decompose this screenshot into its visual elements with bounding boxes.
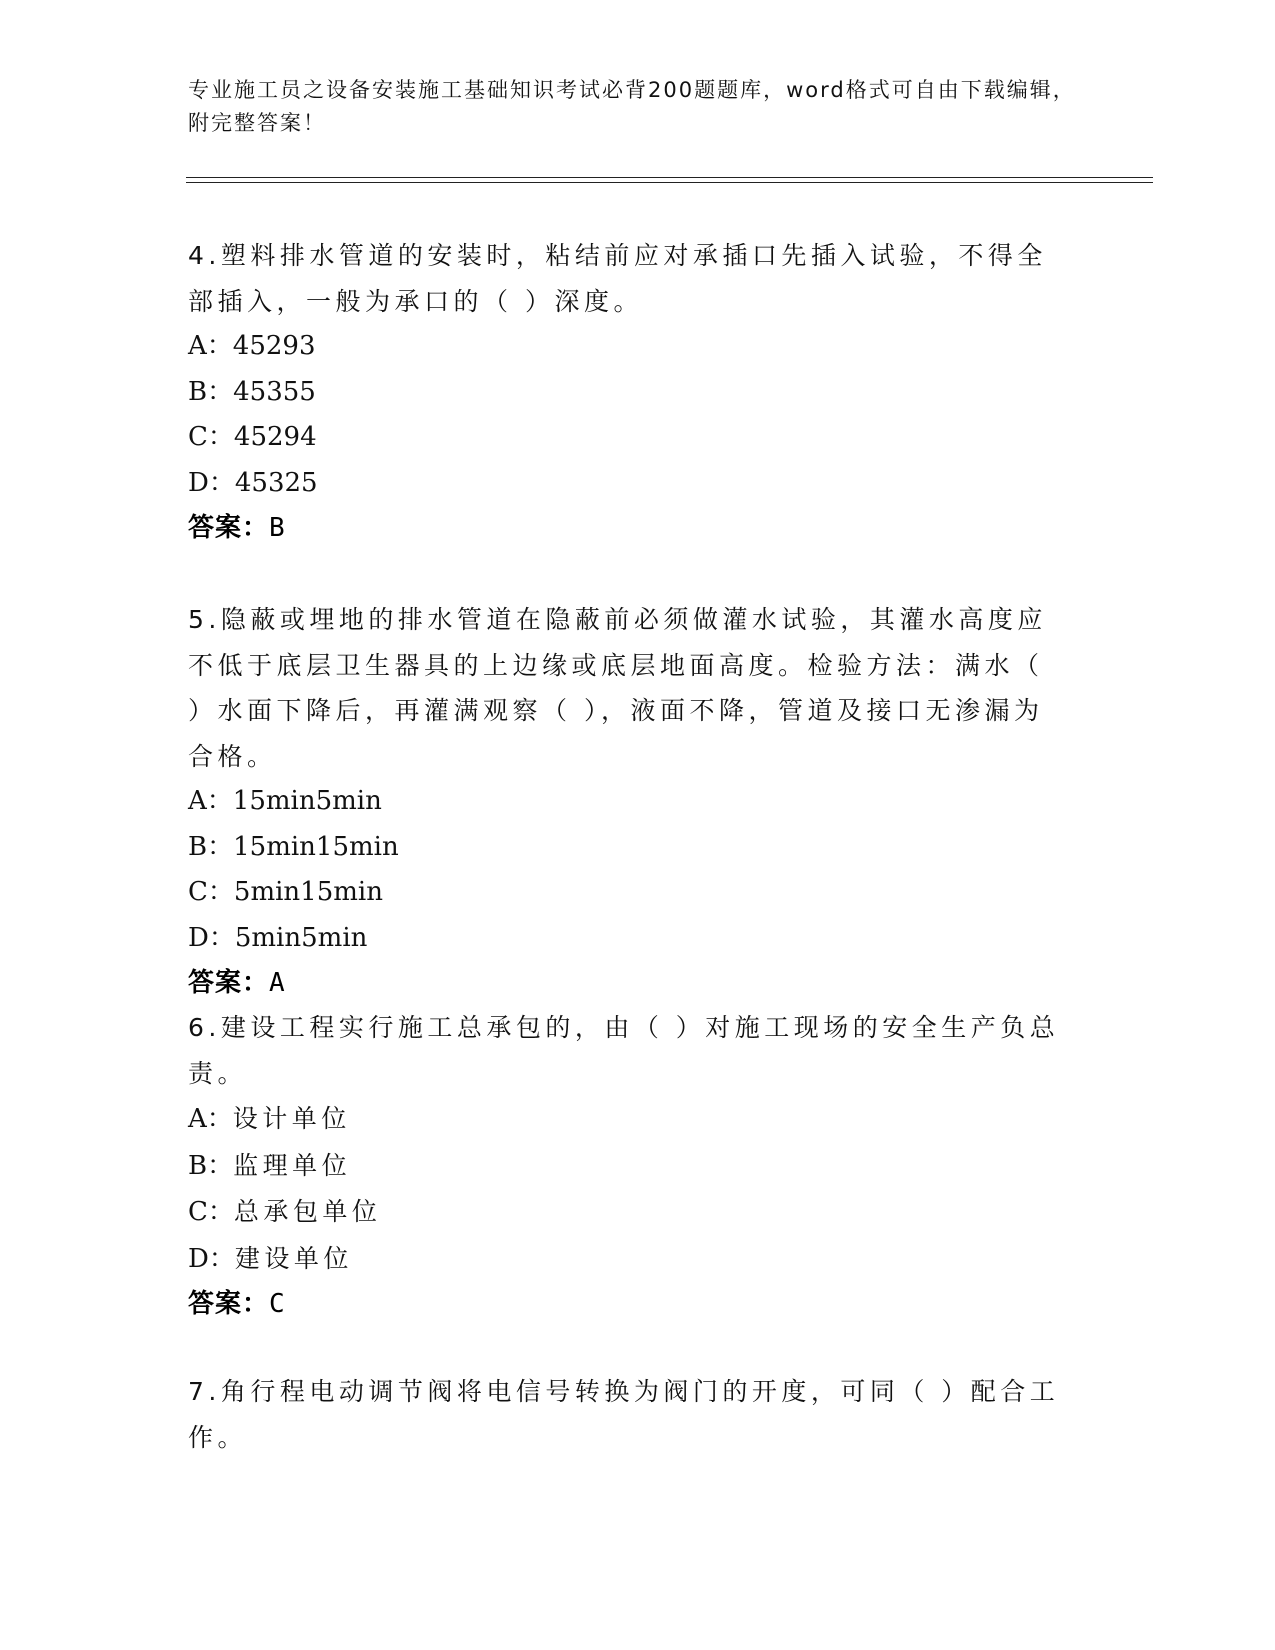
question-7 xyxy=(188,1369,1068,1460)
option-b xyxy=(188,370,1068,416)
question-stem: 6.建设工程实行施工总承包的，由（ ）对施工现场的安全生产负总责。 xyxy=(188,1013,1060,1088)
question-5 xyxy=(188,597,1068,1007)
option-text: 45325 xyxy=(234,467,318,498)
option-letter: C： xyxy=(188,877,234,907)
option-text: 45294 xyxy=(233,422,317,452)
question-stem: 7.角行程电动调节阀将电信号转换为阀门的开度，可同（ ）配合工作。 xyxy=(188,1377,1060,1452)
option-letter: B： xyxy=(188,831,234,862)
option-letter: C： xyxy=(188,1197,234,1227)
question-4 xyxy=(188,233,1068,552)
option-letter: D： xyxy=(188,1243,235,1274)
option-text: 5min15min xyxy=(233,877,383,907)
option-text: 总承包单位 xyxy=(233,1197,382,1226)
option-d xyxy=(188,1236,1068,1283)
option-text: 5min5min xyxy=(234,922,368,953)
option-b xyxy=(188,825,1068,871)
answer-label: 答案： xyxy=(188,968,270,998)
option-text: 15min5min xyxy=(232,786,382,816)
option-letter: A： xyxy=(188,331,233,361)
document-header-title: 专业施工员之设备安装施工基础知识考试必背200题题库，word格式可自由下载编辑，附完整答案！ xyxy=(188,78,1076,135)
answer-label: 答案： xyxy=(188,513,270,543)
header-divider-top xyxy=(186,177,1153,178)
answer-label: 答案： xyxy=(188,1289,270,1319)
option-text: 设计单位 xyxy=(232,1104,351,1133)
option-letter: B： xyxy=(188,376,234,407)
option-text: 45355 xyxy=(233,376,316,407)
question-6 xyxy=(188,1005,1068,1328)
header-divider-bottom xyxy=(186,182,1153,183)
option-c xyxy=(188,1189,1068,1236)
option-letter: A： xyxy=(188,1104,233,1134)
option-text: 45293 xyxy=(232,331,316,361)
option-c xyxy=(188,415,1068,461)
option-letter: D： xyxy=(188,922,235,953)
option-b xyxy=(188,1143,1068,1190)
option-a xyxy=(188,779,1068,825)
option-letter: B： xyxy=(188,1150,234,1181)
option-letter: A： xyxy=(188,786,233,816)
option-a xyxy=(188,1096,1068,1143)
option-d xyxy=(188,916,1068,962)
question-stem: 5.隐蔽或埋地的排水管道在隐蔽前必须做灌水试验，其灌水高度应不低于底层卫生器具的上边缘或底层地面高度。检验方法：满水（ ）水面下降后，再灌满观察（ ），液面不降，管道及接口无渗漏为合格。 xyxy=(188,605,1047,771)
option-letter: D： xyxy=(188,467,235,498)
answer-line xyxy=(188,1282,1068,1328)
option-text: 15min15min xyxy=(233,831,399,862)
option-c xyxy=(188,870,1068,916)
option-text: 监理单位 xyxy=(233,1150,352,1180)
answer-line xyxy=(188,506,1068,552)
answer-line xyxy=(188,961,1068,1007)
question-stem: 4.塑料排水管道的安装时，粘结前应对承插口先插入试验，不得全部插入，一般为承口的（ ）深度。 xyxy=(188,241,1047,316)
option-letter: C： xyxy=(188,422,234,452)
option-d xyxy=(188,461,1068,507)
option-text: 建设单位 xyxy=(234,1243,353,1273)
answer-value: A xyxy=(269,968,285,998)
answer-value: B xyxy=(269,513,285,543)
answer-value: C xyxy=(269,1289,285,1319)
option-a xyxy=(188,324,1068,370)
